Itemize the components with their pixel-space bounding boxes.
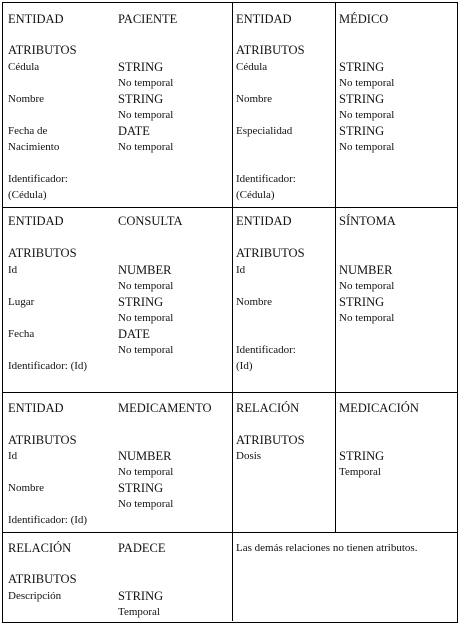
attributes-title: ATRIBUTOS bbox=[236, 246, 305, 260]
attr-type: STRING bbox=[118, 481, 164, 495]
attr-type: STRING bbox=[118, 589, 164, 603]
attributes-title: ATRIBUTOS bbox=[8, 246, 77, 260]
attr-name: Fecha bbox=[8, 328, 35, 340]
attr-name: Lugar bbox=[8, 296, 35, 308]
attr-temporal: No temporal bbox=[118, 466, 174, 478]
attr-name: Nombre bbox=[8, 482, 45, 494]
attr-name: Nombre bbox=[8, 93, 45, 105]
header-entity-name: MÉDICO bbox=[339, 12, 389, 26]
attr-name: Especialidad bbox=[236, 125, 293, 137]
attr-name-line1: Fecha de bbox=[8, 125, 48, 137]
header-entity-name: MEDICAMENTO bbox=[118, 401, 212, 415]
attr-name-line2: Nacimiento bbox=[8, 141, 60, 153]
attr-type: STRING bbox=[339, 60, 385, 74]
header-relation-name: MEDICACIÓN bbox=[339, 401, 419, 415]
header-relation-name: PADECE bbox=[118, 541, 166, 555]
divider-vertical bbox=[335, 3, 336, 532]
header-entity-name: CONSULTA bbox=[118, 214, 183, 228]
attr-type: DATE bbox=[118, 124, 150, 138]
attr-temporal: No temporal bbox=[118, 141, 174, 153]
attr-name: Cédula bbox=[236, 61, 268, 73]
attr-temporal: No temporal bbox=[118, 109, 174, 121]
attr-temporal: No temporal bbox=[339, 77, 395, 89]
attributes-title: ATRIBUTOS bbox=[8, 433, 77, 447]
attr-type: STRING bbox=[118, 60, 164, 74]
attr-type: DATE bbox=[118, 327, 150, 341]
attr-type: STRING bbox=[118, 295, 164, 309]
attr-temporal: Temporal bbox=[118, 606, 160, 618]
attr-temporal: No temporal bbox=[339, 280, 395, 292]
attr-name: Dosis bbox=[236, 450, 262, 462]
attr-temporal: No temporal bbox=[118, 498, 174, 510]
divider-horizontal bbox=[3, 532, 457, 533]
attr-type: NUMBER bbox=[339, 263, 393, 277]
header-entity-label: ENTIDAD bbox=[236, 214, 292, 228]
attr-type: STRING bbox=[339, 124, 385, 138]
attr-temporal: No temporal bbox=[339, 109, 395, 121]
attributes-title: ATRIBUTOS bbox=[236, 433, 305, 447]
attr-name: Nombre bbox=[236, 93, 273, 105]
identifier-label: Identificador: bbox=[8, 173, 68, 185]
header-relation-label: RELACIÓN bbox=[8, 541, 72, 555]
header-entity-name: SÍNTOMA bbox=[339, 214, 396, 228]
attributes-title: ATRIBUTOS bbox=[236, 43, 305, 57]
attributes-title: ATRIBUTOS bbox=[8, 43, 77, 57]
attr-temporal: No temporal bbox=[118, 77, 174, 89]
header-relation-label: RELACIÓN bbox=[236, 401, 300, 415]
identifier-value: (Id) bbox=[236, 360, 253, 372]
divider-horizontal bbox=[3, 207, 457, 208]
attributes-title: ATRIBUTOS bbox=[8, 572, 77, 586]
header-entity-label: ENTIDAD bbox=[8, 12, 64, 26]
attr-type: STRING bbox=[339, 449, 385, 463]
attr-type: STRING bbox=[339, 92, 385, 106]
divider-horizontal bbox=[3, 392, 457, 393]
identifier-value: (Cédula) bbox=[8, 189, 47, 201]
identifier: Identificador: (Id) bbox=[8, 360, 88, 372]
header-entity-label: ENTIDAD bbox=[236, 12, 292, 26]
attr-name: Nombre bbox=[236, 296, 273, 308]
attr-temporal: No temporal bbox=[118, 312, 174, 324]
divider-vertical bbox=[232, 3, 233, 621]
attr-name: Id bbox=[8, 450, 18, 462]
identifier-label: Identificador: bbox=[236, 344, 296, 356]
note-text: Las demás relaciones no tienen atributos. bbox=[236, 542, 418, 554]
header-entity-name: PACIENTE bbox=[118, 12, 178, 26]
attr-type: STRING bbox=[339, 295, 385, 309]
identifier-label: Identificador: bbox=[236, 173, 296, 185]
attr-temporal: No temporal bbox=[118, 344, 174, 356]
attr-name: Id bbox=[236, 264, 246, 276]
attr-temporal: No temporal bbox=[118, 280, 174, 292]
header-entity-label: ENTIDAD bbox=[8, 401, 64, 415]
attr-temporal: No temporal bbox=[339, 141, 395, 153]
attr-type: STRING bbox=[118, 92, 164, 106]
header-entity-label: ENTIDAD bbox=[8, 214, 64, 228]
attr-temporal: Temporal bbox=[339, 466, 381, 478]
attr-temporal: No temporal bbox=[339, 312, 395, 324]
attr-type: NUMBER bbox=[118, 263, 172, 277]
attr-type: NUMBER bbox=[118, 449, 172, 463]
attr-name: Id bbox=[8, 264, 18, 276]
identifier: Identificador: (Id) bbox=[8, 514, 88, 526]
attr-name: Cédula bbox=[8, 61, 40, 73]
identifier-value: (Cédula) bbox=[236, 189, 275, 201]
attr-name: Descripción bbox=[8, 590, 62, 602]
